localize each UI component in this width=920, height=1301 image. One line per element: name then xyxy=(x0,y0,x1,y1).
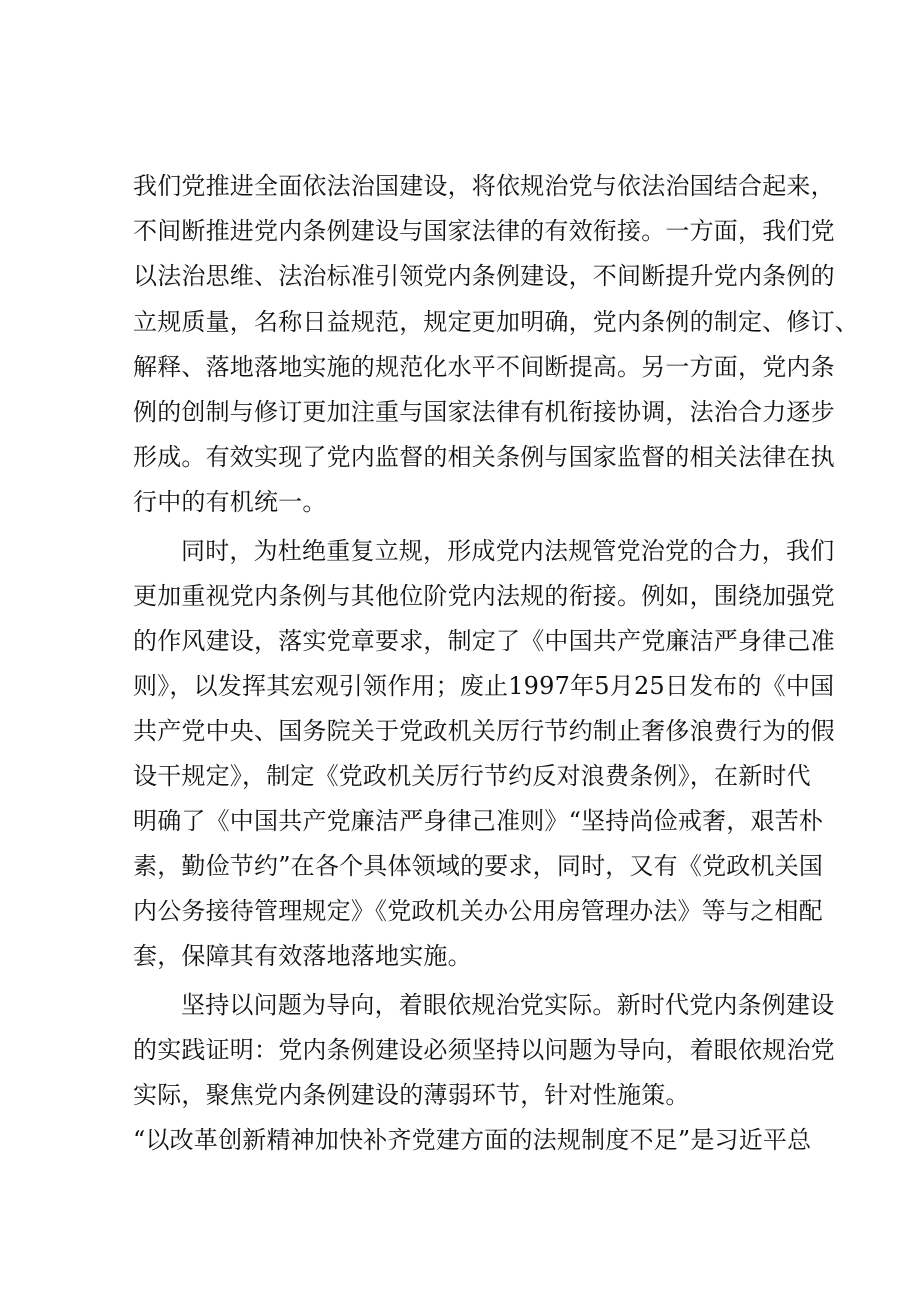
paragraph-1-line-4: 立规质量，名称日益规范，规定更加明确，党内条例的制定、修订、 xyxy=(133,308,859,336)
paragraph-2-line-8: 素，勤俭节约”在各个具体领域的要求，同时，又有《党政机关国 xyxy=(133,852,824,880)
paragraph-1-line-5: 解释、落地落地实施的规范化水平不间断提高。另一方面，党内条 xyxy=(133,353,835,381)
paragraph-2-line-10: 套，保障其有效落地落地实施。 xyxy=(133,942,472,970)
paragraph-1-line-8: 行中的有机统一。 xyxy=(133,488,327,516)
paragraph-3-line-1: 坚持以问题为导向，着眼依规治党实际。新时代党内条例建设 xyxy=(181,991,835,1019)
paragraph-2-line-1: 同时，为杜绝重复立规，形成党内法规管党治党的合力，我们 xyxy=(181,537,835,565)
paragraph-1-line-7: 形成。有效实现了党内监督的相关条例与国家监督的相关法律在执 xyxy=(133,443,835,471)
paragraph-3-line-2: 的实践证明：党内条例建设必须坚持以问题为导向，着眼依规治党 xyxy=(133,1036,835,1064)
paragraph-2-line-2: 更加重视党内条例与其他位阶党内法规的衔接。例如，围绕加强党 xyxy=(133,582,835,610)
paragraph-1-line-1: 我们党推进全面依法治国建设，将依规治党与依法治国结合起来， xyxy=(133,172,835,200)
paragraph-1-line-2: 不间断推进党内条例建设与国家法律的有效衔接。一方面，我们党 xyxy=(133,217,835,245)
paragraph-2-line-5: 共产党中央、国务院关于党政机关厉行节约制止奢侈浪费行为的假 xyxy=(133,717,835,745)
paragraph-2-line-6: 设干规定》，制定《党政机关厉行节约反对浪费条例》，在新时代 xyxy=(133,762,811,790)
paragraph-3-line-4: “以改革创新精神加快补齐党建方面的法规制度不足”是习近平总 xyxy=(133,1126,812,1154)
paragraph-3-line-3: 实际，聚焦党内条例建设的薄弱环节，针对性施策。 xyxy=(133,1081,690,1109)
paragraph-1-line-6: 例的创制与修订更加注重与国家法律有机衔接协调，法治合力逐步 xyxy=(133,398,835,426)
paragraph-2-line-4: 则》，以发挥其宏观引领作用；废止1997年5月25日发布的《中国 xyxy=(133,672,835,700)
paragraph-1-line-3: 以法治思维、法治标准引领党内条例建设，不间断提升党内条例的 xyxy=(133,262,835,290)
paragraph-2-line-7: 明确了《中国共产党廉洁严身律己准则》“坚持尚俭戒奢，艰苦朴 xyxy=(133,807,824,835)
paragraph-2-line-9: 内公务接待管理规定》《党政机关办公用房管理办法》等与之相配 xyxy=(133,897,823,925)
paragraph-2-line-3: 的作风建设，落实党章要求，制定了《中国共产党廉洁严身律己准 xyxy=(133,627,835,655)
